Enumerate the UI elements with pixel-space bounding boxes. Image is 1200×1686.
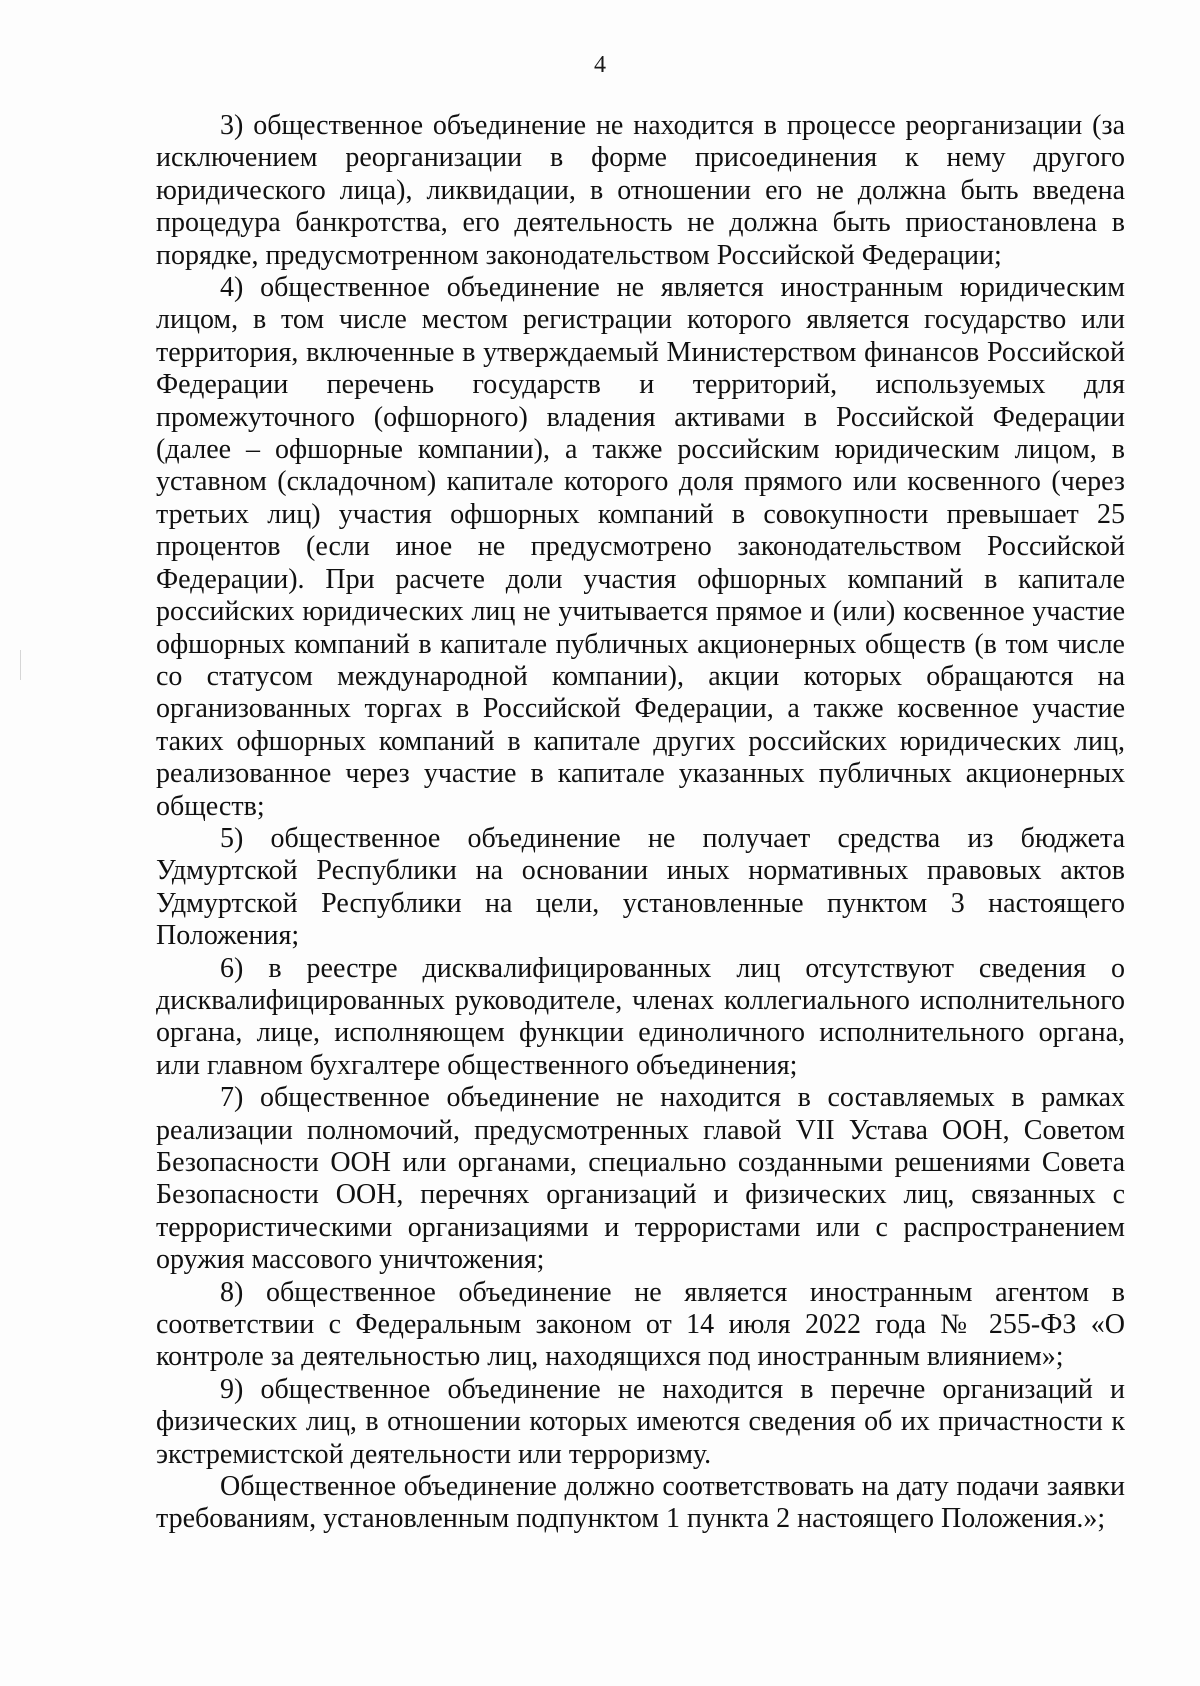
paragraph-item-5: 5) общественное объединение не получает средства из бюджета Удмуртской Республики на основании иных нормативных правовых актов Удмуртской Республики на цели, установленные пунктом 3 настоящего Положения;: [156, 822, 1125, 952]
page-number: 4: [594, 52, 606, 78]
document-body: [156, 110, 1125, 1536]
paragraph-item-7: 7) общественное объединение не находится в составляемых в рамках реализации полномочий, предусмотренных главой VII Устава ООН, Советом Безопасности ООН или органами, специально созданными решениями Совета Безопасности ООН, перечнях организаций и физических лиц, связанных с террористическими организациями и террористами или с распространением оружия массового уничтожения;: [156, 1082, 1125, 1276]
scan-margin-mark: [20, 650, 21, 680]
paragraph-closing: Общественное объединение должно соответствовать на дату подачи заявки требованиям, установленным подпунктом 1 пункта 2 настоящего Положения.»;: [156, 1471, 1125, 1535]
paragraph-item-9: 9) общественное объединение не находится в перечне организаций и физических лиц, в отношении которых имеются сведения об их причастности к экстремистской деятельности или терроризму.: [156, 1373, 1125, 1470]
paragraph-item-8: 8) общественное объединение не является иностранным агентом в соответствии с Федеральным законом от 14 июля 2022 года № 255-ФЗ «О контроле за деятельностью лиц, находящихся под иностранным влиянием»;: [156, 1276, 1125, 1373]
paragraph-item-4: 4) общественное объединение не является иностранным юридическим лицом, в том числе местом регистрации которого является государство или территория, включенные в утверждаемый Министерством финансов Российской Федерации перечень государств и территорий, используемых для промежуточного (офшорного) владения активами в Российской Федерации (далее – офшорные компании), а также российским юридическим лицом, в уставном (складочном) капитале которого доля прямого или косвенного (через третьих лиц) участия офшорных компаний в совокупности превышает 25 процентов (если иное не предусмотрено законодательством Российской Федерации). При расчете доли участия офшорных компаний в капитале российских юридических лиц не учитывается прямое и (или) косвенное участие офшорных компаний в капитале публичных акционерных обществ (в том числе со статусом международной компании), акции которых обращаются на организованных торгах в Российской Федерации, а также косвенное участие таких офшорных компаний в капитале других российских юридических лиц, реализованное через участие в капитале указанных публичных акционерных обществ;: [156, 272, 1125, 822]
paragraph-item-6: 6) в реестре дисквалифицированных лиц отсутствуют сведения о дисквалифицированных руководителе, членах коллегиального исполнительного органа, лице, исполняющем функции единоличного исполнительного органа, или главном бухгалтере общественного объединения;: [156, 952, 1125, 1081]
paragraph-item-3: 3) общественное объединение не находится в процессе реорганизации (за исключением реорганизации в форме присоединения к нему другого юридического лица), ликвидации, в отношении его не должна быть введена процедура банкротства, его деятельность не должна быть приостановлена в порядке, предусмотренном законодательством Российской Федерации;: [156, 110, 1125, 271]
